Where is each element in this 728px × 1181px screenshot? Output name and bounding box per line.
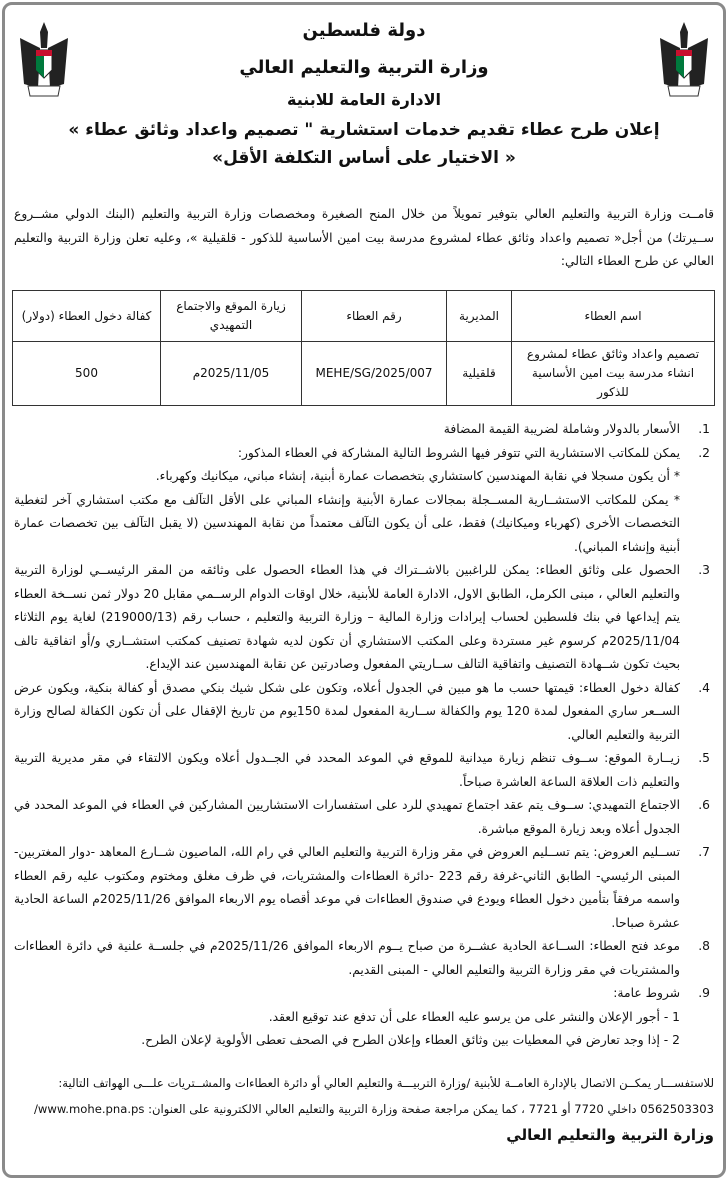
directorate-cell: قلقيلية <box>447 342 512 406</box>
list-item <box>14 747 714 794</box>
state-name: دولة فلسطين <box>302 20 426 41</box>
announcement-subtitle: « الاختيار على أساس التكلفة الأقل» <box>212 148 516 168</box>
announcement-title: إعلان طرح عطاء تقديم خدمات استشارية " تصميم واعداد وثائق عطاء » <box>68 120 660 140</box>
item-text: زيــارة الموقع: ســوف تنظم زيارة ميدانية للموقع في الموعد المحدد في الجــدول أعلاه ويكون الالتقاء في مقر مديرية التربية والتعليم ذات العلاقة الساعة العاشرة صباحاً. <box>14 751 680 789</box>
site-visit-cell: 2025/11/05م <box>161 342 302 406</box>
item-text: * يمكن للمكاتب الاستشــارية المســجلة بمجالات عمارة الأبنية وإنشاء المباني على الأقل التآلف مع مكتب استشاري آخر لتغطية التخصصات الأخرى (كهرباء وميكانيك) فقط، على أن يكون التآلف معتمداً من نقابة المهندسين (لا يقبل التآلف بين تخصصات عمارة أبنية وإنشاء المباني). <box>14 492 680 554</box>
list-item <box>14 489 714 560</box>
palestine-emblem-icon <box>14 18 74 108</box>
item-text: موعد فتح العطاء: الســاعة الحادية عشــرة من صباح يــوم الاربعاء الموافق 2025/11/26م في جلســة علنية في دائرة العطاءات والمشتريات في مقر وزارة التربية والتعليم العالي - المبنى القديم. <box>14 939 680 977</box>
item-number: 3. <box>698 563 710 577</box>
list-item <box>14 465 714 489</box>
column-header: المديرية <box>447 291 512 342</box>
list-item <box>14 559 714 677</box>
table-header-row <box>13 291 715 342</box>
item-text: * أن يكون مسجلا في نقابة المهندسين كاستشاري بتخصصات عمارة أبنية، إنشاء مباني، ميكانيك وكهرباء. <box>155 469 680 483</box>
item-text: 1 - أجور الإعلان والنشر على من يرسو عليه العطاء على أن تدفع عند توقيع العقد. <box>268 1009 680 1024</box>
item-text: 2 - إذا وجد تعارض في المعطيات بين وثائق العطاء وإعلان الطرح في الصحف تعطى الأولوية لإعلان الطرح. <box>141 1033 680 1047</box>
column-header: رقم العطاء <box>302 291 447 342</box>
tender-table <box>12 290 715 406</box>
list-item <box>14 935 714 982</box>
list-item <box>14 1006 714 1030</box>
signature: وزارة التربية والتعليم العالي <box>506 1126 714 1144</box>
list-item <box>14 794 714 841</box>
guarantee-cell: 500 <box>13 342 161 406</box>
ministry-name: وزارة التربية والتعليم العالي <box>239 57 489 78</box>
contact-info: للاستفســـار يمكــن الاتصال بالإدارة العامــة للأبنية /وزارة التربيـــة والتعليم العالي أو دائرة العطاءات والمشــتريات علـــى الهواتف التالية: <box>58 1076 714 1090</box>
column-header: اسم العطاء <box>512 291 715 342</box>
item-text: الأسعار بالدولار وشاملة لضريبة القيمة المضافة <box>443 422 680 436</box>
item-number: 9. <box>698 986 710 1000</box>
item-text: شروط عامة: <box>613 986 680 1000</box>
item-number: 1. <box>698 422 710 436</box>
item-text: الاجتماع التمهيدي: ســوف يتم عقد اجتماع تمهيدي للرد على استفسارات الاستشاريين المشاركين في العطاء في الموعد المحدد في الجدول أعلاه وبعد زيارة الموقع مباشرة. <box>14 798 680 836</box>
item-text: تســليم العروض: يتم تســليم العروض في مقر وزارة التربية والتعليم العالي في رام الله، الماصيون شــارع المعاهد -دوار المغتربين-المبنى الرئيسي- الطابق الثاني-غرفة رقم 223 -دائرة العطاءات والمشتريات، في ظرف مغلق ومختوم ومكتوب عليه رقم العطاء واسمه مرفقاً بتأمين دخول العطاء ويودع في صندوق العطاءات في موعد أقصاه يوم الاربعاء الموافق 2025/11/26م الساعة الحادية عشرة صباحا. <box>14 845 680 930</box>
item-number: 4. <box>698 680 710 695</box>
table-row <box>13 342 715 406</box>
list-item <box>14 1029 714 1053</box>
item-number: 6. <box>698 798 710 812</box>
tender-name-cell: تصميم واعداد وثائق عطاء لمشروع انشاء مدرسة بيت امين الأساسية للذكور <box>512 342 715 406</box>
intro-paragraph: قامــت وزارة التربية والتعليم العالي بتوفير تمويلاً من خلال المنح الصغيرة ومخصصات وزارة التربية والتعليم (البنك الدولي مشــروع ســيرتك) من أجل« تصميم واعداد وثائق عطاء لمشروع مدرسة بيت امين الأساسية للذكور - قلقيلية »، وعليه تعلن وزارة التربية والتعليم العالي عن طرح العطاء التالي: <box>14 207 714 268</box>
palestine-emblem-icon <box>654 18 714 108</box>
tender-number-cell: MEHE/SG/2025/007 <box>302 342 447 406</box>
column-header: كفالة دخول العطاء (دولار) <box>13 291 161 342</box>
column-header: زيارة الموقع والاجتماع التمهيدي <box>161 291 302 342</box>
item-number: 2. <box>698 445 710 460</box>
item-number: 8. <box>698 939 710 953</box>
phone-and-website: 0562503303 داخلي 7720 أو 7721 ، كما يمكن مراجعة صفحة وزارة التربية والتعليم العالي الالكترونية على العنوان: www.mohe.pna.ps/ <box>33 1102 714 1116</box>
item-text: كفالة دخول العطاء: قيمتها حسب ما هو مبين في الجدول أعلاه، وتكون على شكل شيك بنكي مصدق أو كفالة بنكية، ويكون عرض الســعر ساري المفعول لمدة 120 يوم والكفالة ســارية المفعول لمدة 150يوم من تاريخ الإقفال على أن تكون الكفالة لصالح وزارة التربية والتعليم العالي. <box>14 680 680 742</box>
conditions-list <box>14 418 714 1053</box>
item-text: الحصول على وثائق العطاء: يمكن للراغبين بالاشــتراك في هذا العطاء الحصول على وثائقه من المقر الرئيســي لوزارة التربية والتعليم العالي ، مبنى الكرمل، الطابق الاول، الادارة العامة للأبنية، خلال اوقات الدوام الرســمي مقابل 20 دولار ثمن نســخة العطاء يتم إيداعها في بنك فلسطين لحساب إيرادات وزارة المالية – وزارة التربية والتعليم ، حساب رقم (219000/13) لغاية يوم الثلاثاء 2025/11/04م كرسوم غير مستردة وعلى المكتب الاستشاري أن تكون لديه شهادة تصنيف كمكتب استشــاري و/أو اتفاقية تالف بحيث تكون شــهادة التصنيف واتفاقية التالف ســاريتي المفعول وصادرتين عن نقابة المهندسين عند الإيداع. <box>14 563 681 671</box>
department-name: الادارة العامة للابنية <box>287 90 441 109</box>
item-number: 7. <box>698 845 710 859</box>
list-item <box>14 982 714 1006</box>
list-item <box>14 841 714 935</box>
item-text: يمكن للمكاتب الاستشارية التي تتوفر فيها الشروط التالية المشاركة في العطاء المذكور: <box>237 445 680 460</box>
list-item <box>14 677 714 748</box>
list-item <box>14 442 714 466</box>
item-number: 5. <box>698 751 710 765</box>
list-item <box>14 418 714 442</box>
